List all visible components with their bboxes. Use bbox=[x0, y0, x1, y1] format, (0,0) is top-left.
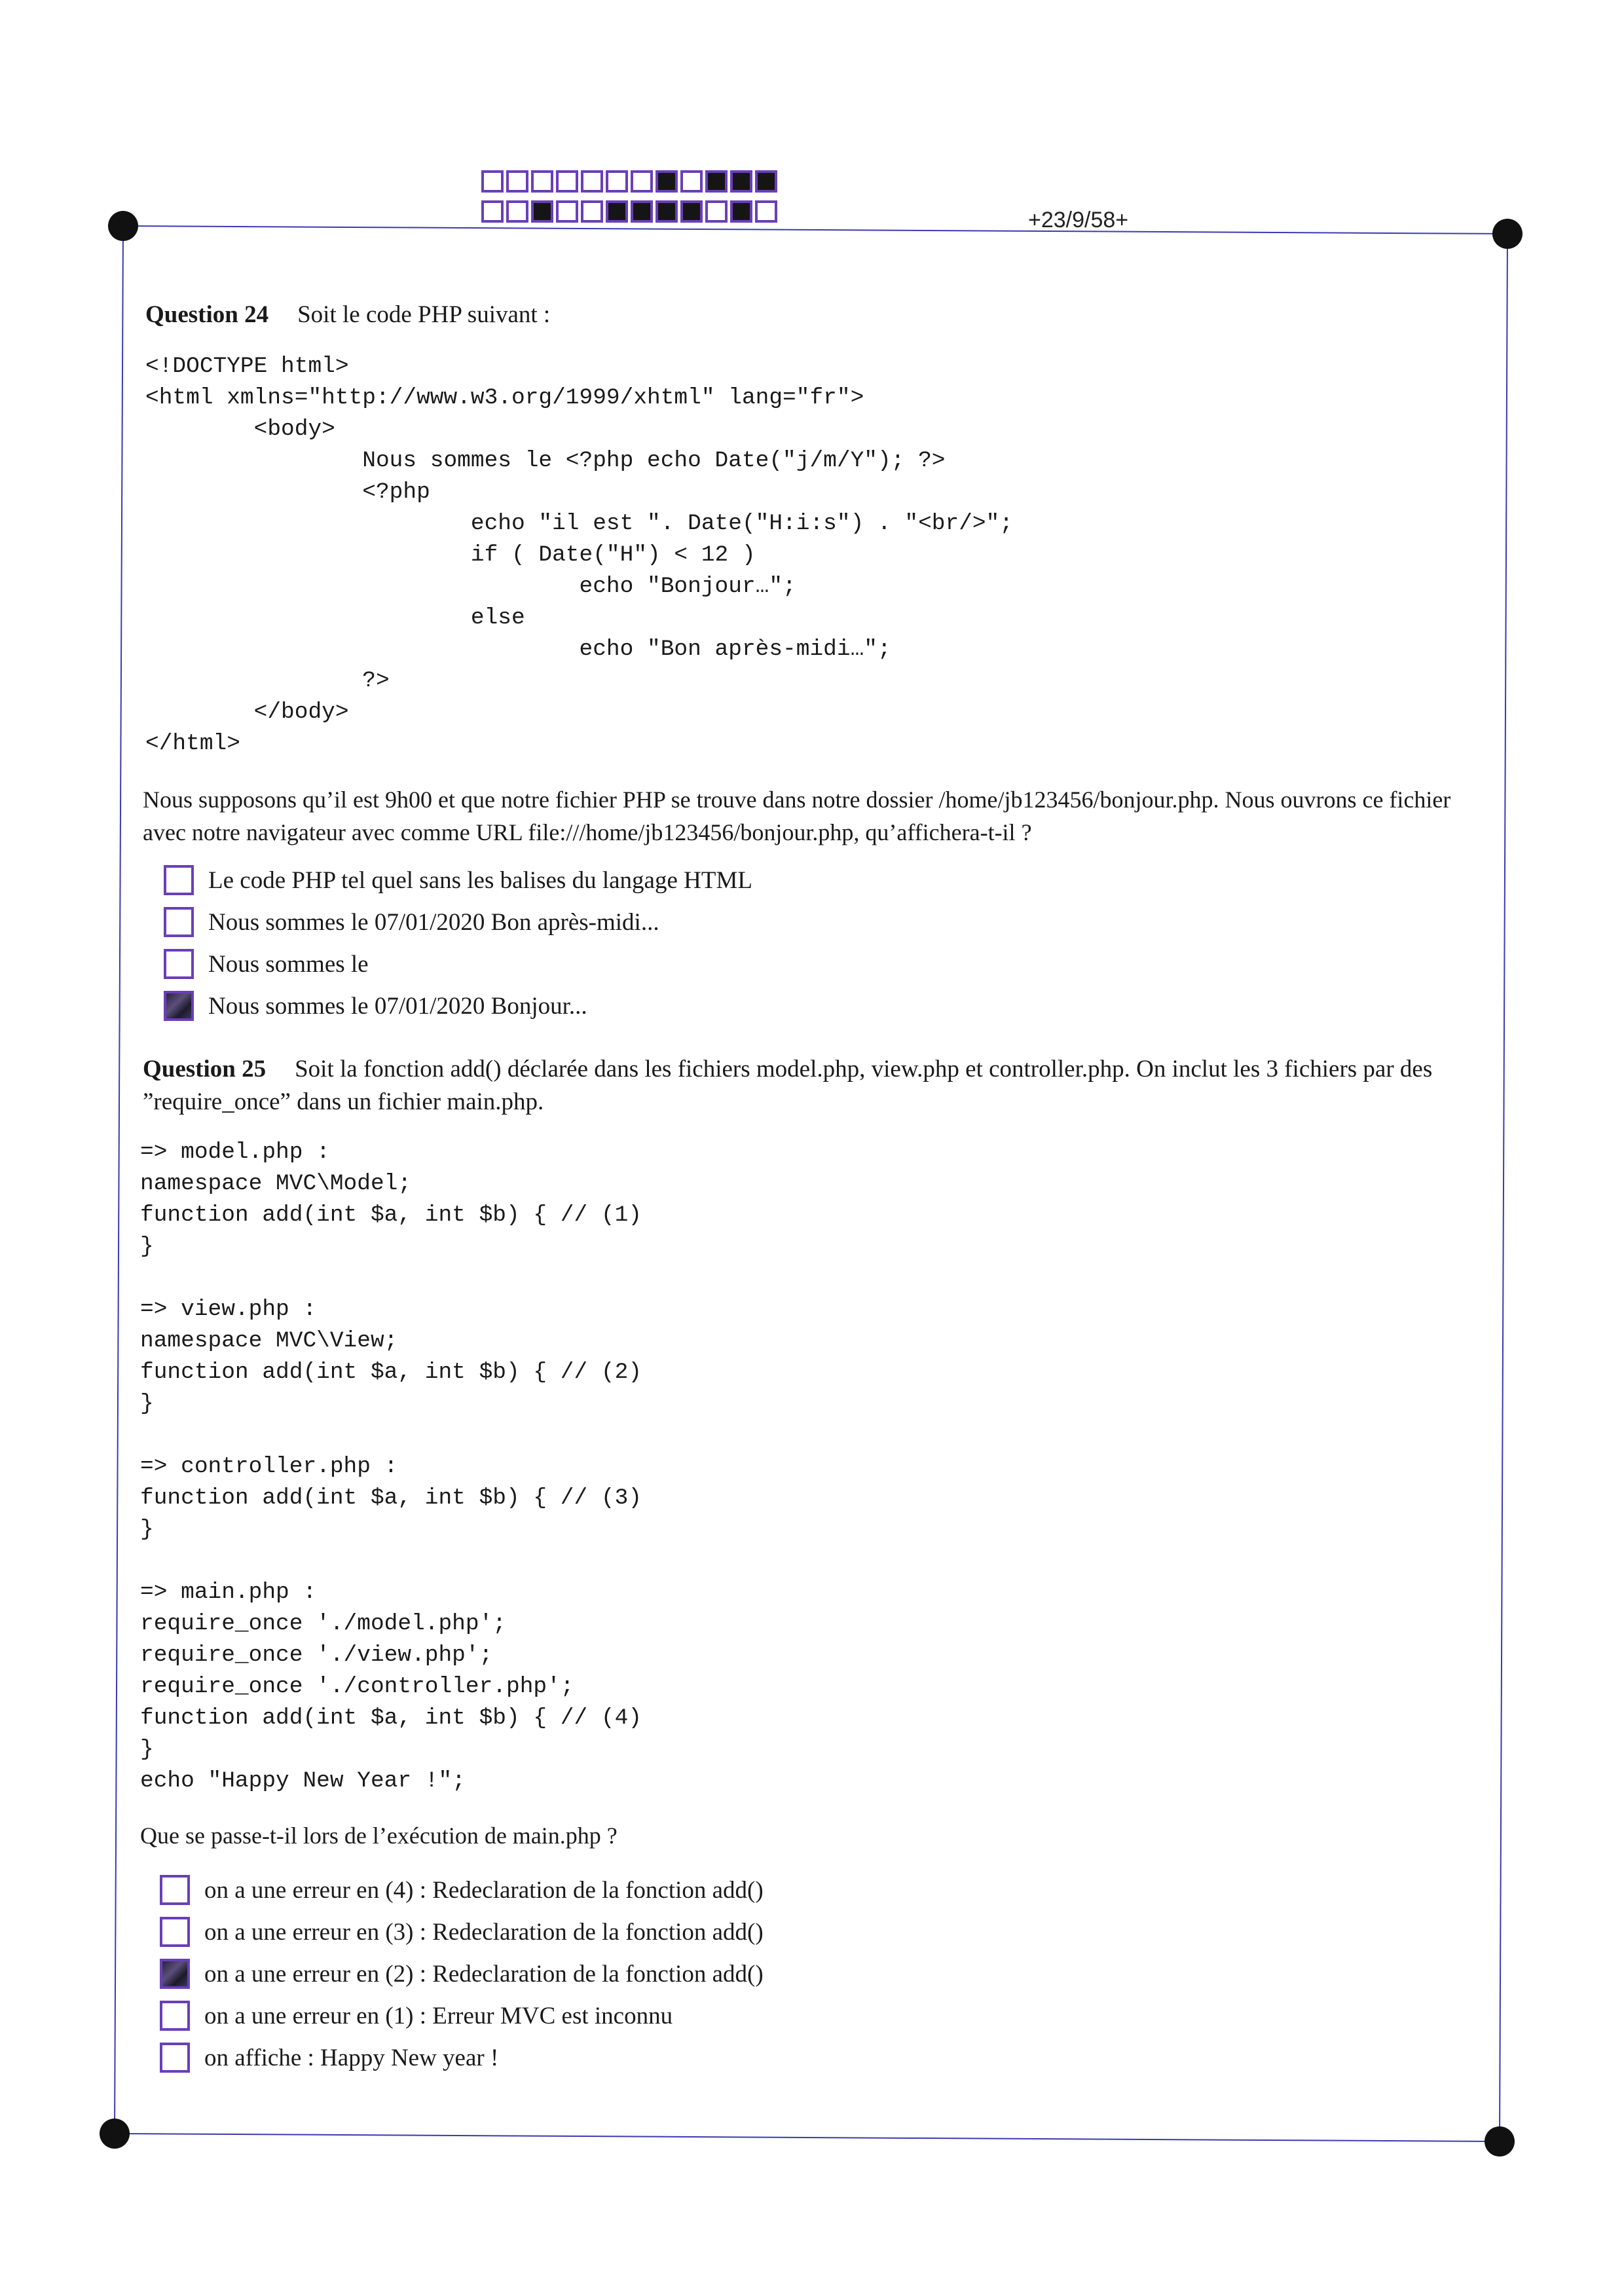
barcode-cell bbox=[556, 200, 578, 223]
question-25-label: Question 25 bbox=[143, 1056, 267, 1083]
q25-option-2-label: on a une erreur en (3) : Redeclaration de la fonction add() bbox=[204, 1918, 764, 1946]
q24-option-4-checkbox[interactable] bbox=[164, 991, 194, 1021]
q25-option-1-label: on a une erreur en (4) : Redeclaration de la fonction add() bbox=[204, 1876, 764, 1904]
barcode-cell bbox=[531, 170, 553, 193]
q24-option-2-label: Nous sommes le 07/01/2020 Bon après-midi... bbox=[208, 908, 659, 936]
q24-option-3-label: Nous sommes le bbox=[208, 950, 369, 978]
q25-option-5-checkbox[interactable] bbox=[160, 2043, 190, 2073]
q25-option-3-checkbox[interactable] bbox=[160, 1959, 190, 1989]
q25-option-1-checkbox[interactable] bbox=[160, 1875, 190, 1905]
corner-mark-bottom-left bbox=[100, 2119, 130, 2149]
barcode-cell bbox=[755, 200, 777, 223]
barcode-cell bbox=[755, 170, 777, 193]
barcode-bottom-row bbox=[481, 200, 777, 223]
barcode-cell bbox=[556, 170, 578, 193]
q25-option-3-label: on a une erreur en (2) : Redeclaration de la fonction add() bbox=[204, 1960, 764, 1988]
barcode-cell bbox=[531, 200, 553, 223]
corner-mark-top-left bbox=[108, 211, 138, 241]
question-24-heading bbox=[145, 299, 550, 331]
barcode-cell bbox=[705, 200, 728, 223]
q24-option-2[interactable] bbox=[164, 904, 659, 940]
q24-option-4[interactable] bbox=[164, 988, 587, 1024]
q25-option-1[interactable] bbox=[160, 1872, 764, 1908]
question-24-label: Question 24 bbox=[145, 301, 269, 328]
barcode-cell bbox=[680, 170, 703, 193]
barcode-cell bbox=[705, 170, 728, 193]
question-25-heading bbox=[143, 1053, 1492, 1119]
barcode-cell bbox=[606, 170, 628, 193]
question-24-code: <!DOCTYPE html> <html xmlns="http://www.w3.org/1999/xhtml" lang="fr"> <body> Nous sommes le <?php echo Date("j/m/Y"); ?> <?php echo "il est ". Date("H:i:s") . "<br/>"; if ( Date("H") < 12 ) echo "Bonjour…"; else echo "Bon après-midi…"; ?> </body> </html> bbox=[145, 354, 1014, 756]
q25-option-4-label: on a une erreur en (1) : Erreur MVC est inconnu bbox=[204, 2002, 673, 2029]
q25-option-3[interactable] bbox=[160, 1955, 764, 1992]
q24-option-1[interactable] bbox=[164, 862, 752, 898]
barcode-cell bbox=[481, 170, 504, 193]
q25-option-5-label: on affiche : Happy New year ! bbox=[204, 2044, 499, 2071]
q25-option-2[interactable] bbox=[160, 1914, 764, 1950]
question-25-statement: Soit la fonction add() déclarée dans les fichiers model.php, view.php et controller.php. On inclut les 3 fichiers par des ”require_once” dans un fichier main.php. bbox=[143, 1056, 1433, 1115]
barcode-cell bbox=[730, 200, 752, 223]
question-24-prompt: Nous supposons qu’il est 9h00 et que notre fichier PHP se trouve dans notre dossier /home/jb123456/bonjour.php. Nous ouvrons ce fichier avec notre navigateur avec comme URL file:///home/jb123456/bonjour.php, qu’affichera-t-il ? bbox=[143, 787, 1451, 845]
q24-option-3-checkbox[interactable] bbox=[164, 949, 194, 979]
q24-option-1-label: Le code PHP tel quel sans les balises du langage HTML bbox=[208, 866, 752, 894]
sheet-id: +23/9/58+ bbox=[1028, 208, 1129, 232]
corner-mark-bottom-right bbox=[1485, 2126, 1515, 2157]
barcode-top-row bbox=[481, 170, 777, 193]
question-25-prompt: Que se passe-t-il lors de l’exécution de main.php ? bbox=[140, 1823, 618, 1849]
q25-option-4[interactable] bbox=[160, 1997, 673, 2034]
barcode-cell bbox=[606, 200, 628, 223]
barcode-cell bbox=[655, 170, 678, 193]
barcode-cell bbox=[631, 170, 653, 193]
barcode-cell bbox=[631, 200, 653, 223]
q24-option-2-checkbox[interactable] bbox=[164, 907, 194, 937]
barcode-cell bbox=[730, 170, 752, 193]
barcode-cell bbox=[506, 200, 528, 223]
q24-option-4-label: Nous sommes le 07/01/2020 Bonjour... bbox=[208, 992, 587, 1020]
barcode-cell bbox=[680, 200, 703, 223]
question-25-code: => model.php : namespace MVC\Model; function add(int $a, int $b) { // (1) } => view.php : namespace MVC\View; function add(int $a, int $b) { // (2) } => controller.php : function add(int $a, int $b) { // (3) } => main.php : require_once './model.php'; require_once './view.php'; require_once './controller.php'; function add(int $a, int $b) { // (4) } echo "Happy New Year !"; bbox=[140, 1139, 642, 1794]
question-24-statement: Soit le code PHP suivant : bbox=[297, 301, 551, 328]
q25-option-2-checkbox[interactable] bbox=[160, 1917, 190, 1947]
q24-option-3[interactable] bbox=[164, 946, 369, 982]
barcode-cell bbox=[506, 170, 528, 193]
barcode-cell bbox=[655, 200, 678, 223]
q25-option-5[interactable] bbox=[160, 2039, 498, 2076]
corner-mark-top-right bbox=[1492, 219, 1522, 249]
barcode-cell bbox=[581, 170, 603, 193]
q25-option-4-checkbox[interactable] bbox=[160, 2001, 190, 2031]
barcode-cell bbox=[581, 200, 603, 223]
barcode-cell bbox=[481, 200, 504, 223]
q24-option-1-checkbox[interactable] bbox=[164, 865, 194, 895]
